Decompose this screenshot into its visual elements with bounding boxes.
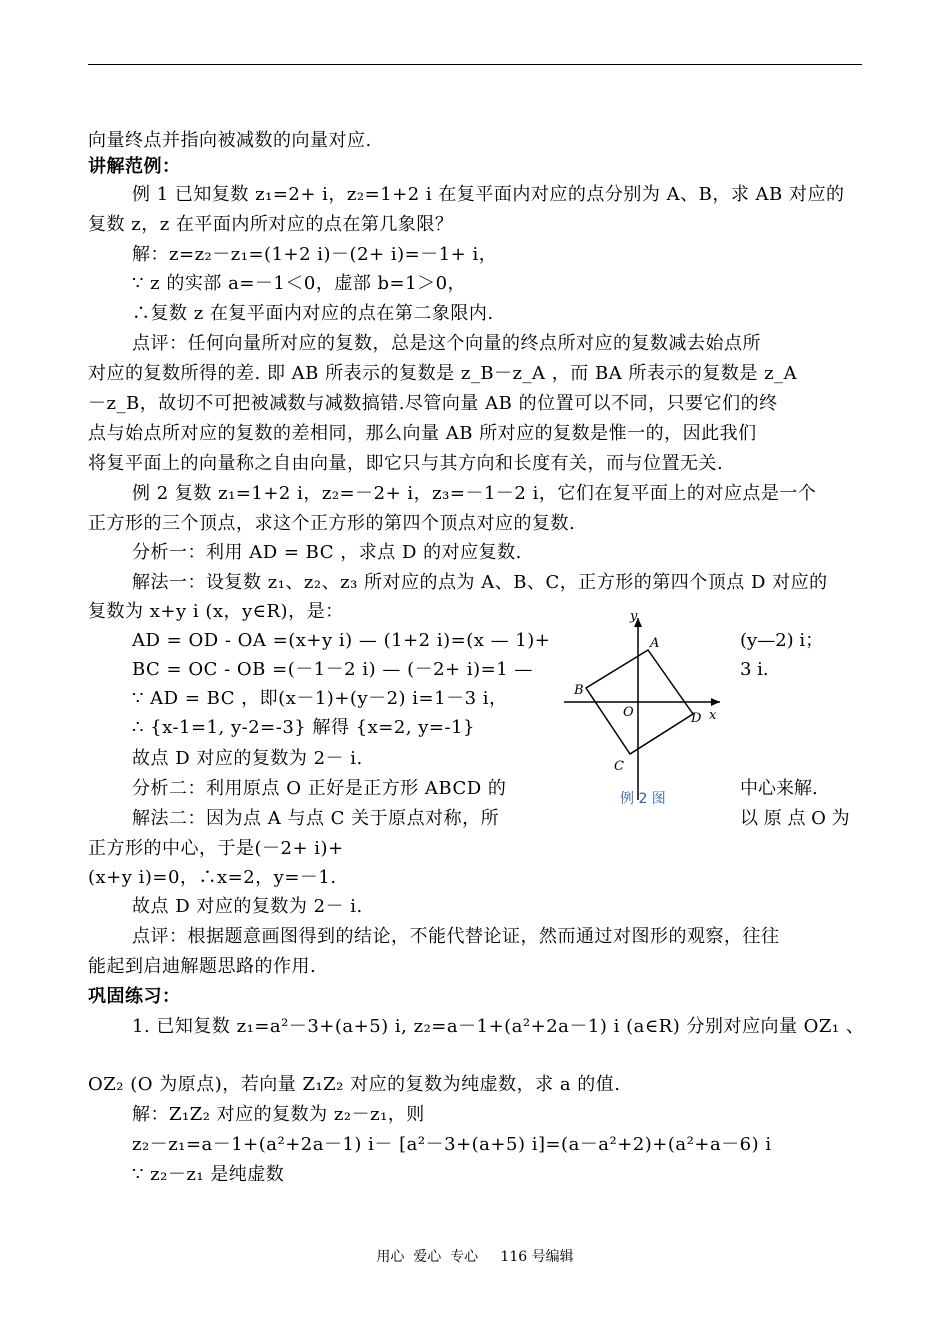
right-column-text: 中心来解. [740, 778, 818, 799]
text-line: ∵ AD = BC ，即(x－1)+(y－2) i=1－3 i， [132, 688, 508, 709]
text-line: 解法二：因为点 A 与点 C 关于原点对称，所 [132, 808, 500, 829]
text-line: z₂－z₁=a－1+(a²+2a－1) i－ [a²－3+(a+5) i]=(a－a²+2)+(a²+a－6) i [132, 1134, 772, 1155]
label-a: A [650, 636, 660, 651]
text-line: 解法一：设复数 z₁、z₂、z₃ 所对应的点为 A、B、C，正方形的第四个顶点 D 对应的 [132, 572, 828, 593]
text-line: 正方形的中心，于是(－2+ i)+ [88, 838, 344, 859]
text-line: 对应的复数所得的差. 即 AB 所表示的复数是 z_B－z_A ，而 BA 所表示的复数是 z_A [88, 363, 798, 384]
text-line: 故点 D 对应的复数为 2－ i. [132, 748, 363, 769]
text-line: AD = OD - OA =(x+y i) — (1+2 i)=(x — 1)+ [132, 630, 551, 651]
text-line: 例 2 复数 z₁=1+2 i，z₂=－2+ i，z₃=－1－2 i，它们在复平面上的对应点是一个 [132, 483, 817, 504]
text-line: ∵ z₂－z₁ 是纯虚数 [132, 1164, 285, 1185]
text-line: 能起到启迪解题思路的作用. [88, 956, 317, 977]
text-line: －z_B，故切不可把被减数与减数搞错.尽管向量 AB 的位置可以不同，只要它们的终 [88, 393, 778, 414]
text-line: OZ₂ (O 为原点)，若向量 Z₁Z₂ 对应的复数为纯虚数，求 a 的值. [88, 1074, 621, 1095]
section-heading: 讲解范例： [88, 156, 181, 177]
text-line: 分析一：利用 AD = BC ，求点 D 的对应复数. [132, 542, 522, 563]
label-x: x [709, 708, 717, 723]
label-o: O [623, 705, 634, 720]
text-line: 点评：任何向量所对应的复数，总是这个向量的终点所对应的复数减去始点所 [132, 333, 761, 354]
text-line: 正方形的三个顶点，求这个正方形的第四个顶点对应的复数. [88, 513, 576, 534]
label-b: B [574, 683, 584, 698]
text-line: ∴复数 z 在复平面内对应的点在第二象限内. [132, 303, 494, 324]
section-heading: 巩固练习： [88, 986, 181, 1007]
text-line: BC = OC - OB =(－1－2 i) — (－2+ i)=1 — [132, 659, 533, 680]
text-line: 解：z=z₂－z₁=(1+2 i)－(2+ i)=－1+ i， [132, 244, 498, 265]
text-line: 将复平面上的向量称之自由向量，即它只与其方向和长度有关，而与位置无关. [88, 453, 724, 474]
text-line: 复数 z，z 在平面内所对应的点在第几象限？ [88, 214, 454, 235]
text-line: ∵ z 的实部 a=－1＜0，虚部 b=1＞0， [132, 273, 467, 294]
text-line: 点评：根据题意画图得到的结论，不能代替论证，然而通过对图形的观察，往往 [132, 926, 780, 947]
label-y: y [630, 610, 638, 624]
square-figure [560, 610, 730, 810]
x-arrow-icon [711, 698, 720, 706]
right-column-text: (y—2) i； [740, 630, 824, 651]
text-line: (x+y i)=0，∴x=2，y=－1. [88, 867, 337, 888]
figure-caption: 例 2 图 [620, 791, 666, 807]
header-rule [88, 64, 862, 65]
text-line: 例 1 已知复数 z₁=2+ i，z₂=1+2 i 在复平面内对应的点分别为 A、B，求 AB 对应的 [132, 184, 845, 205]
text-line: ∴ {x-1=1, y-2=-3} 解得 {x=2, y=-1} [132, 717, 476, 738]
text-line: 故点 D 对应的复数为 2－ i. [132, 896, 363, 917]
text-line: 1. 已知复数 z₁=a²－3+(a+5) i, z₂=a－1+(a²+2a－1) i (a∈R) 分别对应向量 OZ₁ 、 [132, 1016, 865, 1037]
label-d: D [691, 711, 702, 726]
right-column-text: 以 原 点 O 为 [740, 808, 850, 829]
text-line: 分析二：利用原点 O 正好是正方形 ABCD 的 [132, 778, 507, 799]
text-line: 解：Z₁Z₂ 对应的复数为 z₂－z₁，则 [132, 1104, 425, 1125]
right-column-text: 3 i. [740, 659, 769, 680]
label-c: C [614, 759, 624, 774]
text-line: 点与始点所对应的复数的差相同，那么向量 AB 所对应的复数是惟一的，因此我们 [88, 423, 757, 444]
text-line: 复数为 x+y i (x，y∈R)，是： [88, 601, 344, 622]
text-line: 向量终点并指向被减数的向量对应. [88, 130, 372, 151]
page-footer: 用心 爱心 专心 116 号编辑 [376, 1249, 574, 1265]
